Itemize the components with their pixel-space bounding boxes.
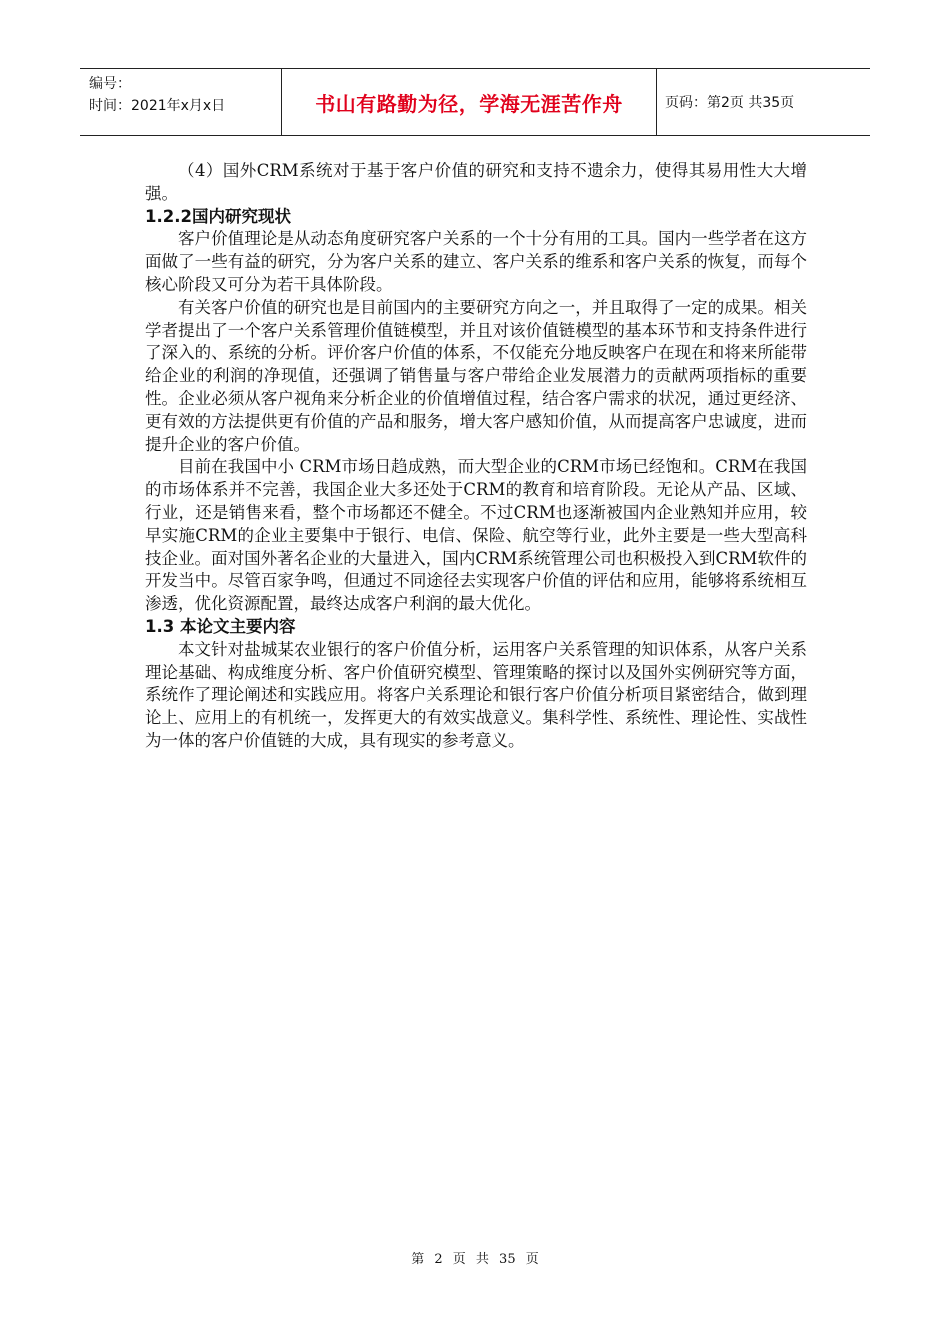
section-heading-1-3: 1.3 本论文主要内容 [145, 616, 296, 636]
paragraph: 客户价值理论是从动态角度研究客户关系的一个十分有用的工具。国内一些学者在这方面做了一些有益的研究，分为客户关系的建立、客户关系的维系和客户关系的恢复，而每个核心阶段又可分为若干具体阶段。 [145, 229, 807, 294]
document-number-label: 编号： [89, 76, 131, 92]
header-motto: 书山有路勤为径，学海无涯苦作舟 [282, 69, 657, 135]
paragraph: 本文针对盐城某农业银行的客户价值分析，运用客户关系管理的知识体系，从客户关系理论基础、构成维度分析、客户价值研究模型、管理策略的探讨以及国外实例研究等方面，系统作了理论阐述和实践应用。将客户关系理论和银行客户价值分析项目紧密结合，做到理论上、应用上的有机统一，发挥更大的有效实战意义。集科学性、系统性、理论性、实战性为一体的客户价值链的大成，具有现实的参考意义。 [145, 639, 807, 750]
paragraph: 有关客户价值的研究也是目前国内的主要研究方向之一，并且取得了一定的成果。相关学者提出了一个客户关系管理价值链模型，并且对该价值链模型的基本环节和支持条件进行了深入的、系统的分析。评价客户价值的体系，不仅能充分地反映客户在现在和将来所能带给企业的利润的净现值，还强调了销售量与客户带给企业发展潜力的贡献两项指标的重要性。企业必须从客户视角来分析企业的价值增值过程，结合客户需求的状况，通过更经济、更有效的方法提供更有价值的产品和服务，增大客户感知价值，从而提高客户忠诚度，进而提升企业的客户价值。 [145, 297, 807, 454]
paragraph: 目前在我国中小 CRM市场日趋成熟，而大型企业的CRM市场已经饱和。CRM在我国的市场体系并不完善，我国企业大多还处于CRM的教育和培育阶段。无论从产品、区域、行业，还是销售来看，整个市场都还不健全。不过CRM也逐渐被国内企业熟知并应用，较早实施CRM的企业主要集中于银行、电信、保险、航空等行业，此外主要是一些大型高科技企业。面对国外著名企业的大量进入，国内CRM系统管理公司也积极投入到CRM软件的开发当中。尽管百家争鸣，但通过不同途径去实现客户价值的评估和应用，能够将系统相互渗透，优化资源配置，最终达成客户利润的最大优化。 [145, 457, 807, 614]
paragraph: （4）国外CRM系统对于基于客户价值的研究和支持不遗余力，使得其易用性大大增强。 [145, 161, 807, 203]
page-footer: 第 2 页 共 35 页 [411, 1252, 539, 1267]
document-date: 时间：2021年x月x日 [89, 98, 226, 114]
section-heading-1-2-2: 1.2.2国内研究现状 [145, 206, 291, 226]
page-header [80, 68, 870, 136]
document-body [145, 160, 807, 753]
header-page-info: 页码：第2页 共35页 [665, 95, 795, 111]
header-meta [80, 69, 282, 135]
